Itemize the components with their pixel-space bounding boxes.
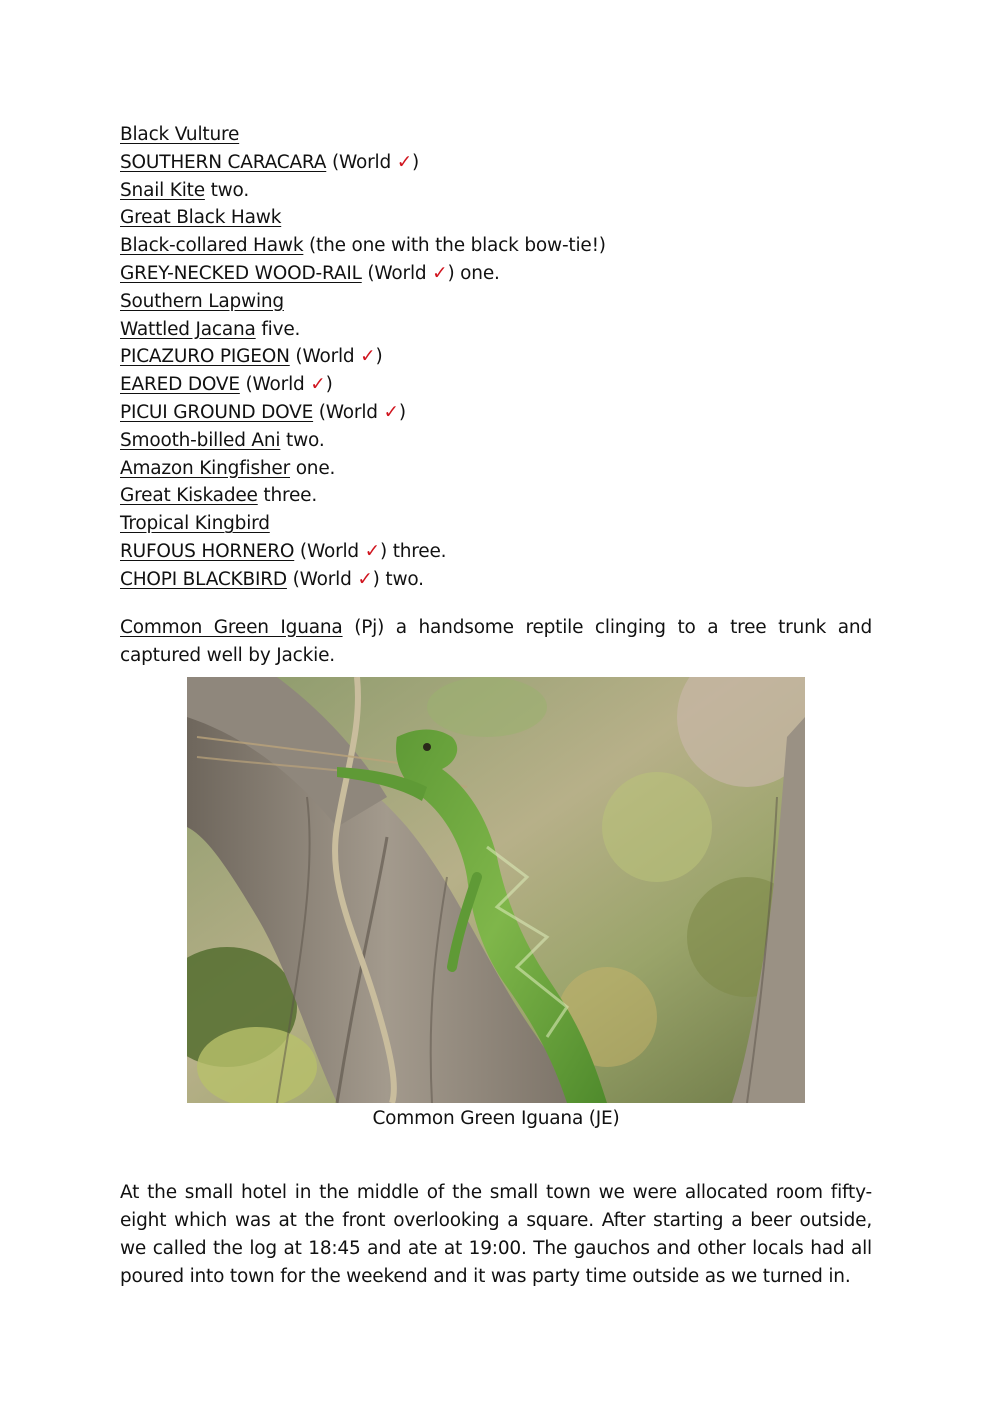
species-entry — [120, 538, 872, 566]
species-name: EARED DOVE — [120, 374, 240, 396]
species-name: SOUTHERN CARACARA — [120, 151, 327, 173]
species-note: three. — [263, 485, 318, 507]
species-name: Black-collared Hawk — [120, 235, 304, 257]
species-entry — [120, 288, 872, 316]
species-name: Southern Lapwing — [120, 290, 284, 312]
tick-icon: ✓ — [432, 262, 448, 284]
species-name: Black Vulture — [120, 124, 240, 145]
world-close: ) — [325, 374, 333, 396]
species-entry — [120, 427, 872, 455]
species-name: Great Black Hawk — [120, 207, 282, 229]
species-name: Snail Kite — [120, 179, 205, 201]
world-label: (World — [292, 568, 352, 590]
tick-icon: ✓ — [360, 346, 376, 368]
species-entry — [120, 204, 872, 232]
species-note: three. — [392, 540, 447, 562]
species-note: one. — [295, 457, 336, 479]
species-name: GREY-NECKED WOOD-RAIL — [120, 262, 362, 284]
species-list — [120, 121, 872, 594]
species-name: Tropical Kingbird — [120, 513, 270, 535]
species-name: Amazon Kingfisher — [120, 457, 290, 479]
species-name: Wattled Jacana — [120, 318, 256, 340]
world-close: ) — [372, 568, 380, 590]
world-label: (World — [299, 540, 359, 562]
tick-icon: ✓ — [357, 568, 373, 590]
hotel-paragraph: At the small hotel in the middle of the small town we were allocated room fifty-eight which was at the front overlooking a square. After starting a beer outside, we called the log at 18:45 and ate at 19:00. The gauchos and other locals had all poured into town for the weekend and it was party time outside as we turned in. — [120, 1181, 872, 1287]
species-name: Smooth-billed Ani — [120, 429, 281, 451]
species-entry — [120, 371, 872, 399]
tick-icon: ✓ — [396, 151, 412, 173]
species-entry — [120, 316, 872, 344]
world-label: (World — [331, 151, 391, 173]
species-entry — [120, 121, 872, 149]
iguana-photo-illustration — [187, 677, 805, 1103]
tick-icon: ✓ — [310, 374, 326, 396]
species-entry — [120, 510, 872, 538]
species-entry — [120, 149, 872, 177]
species-entry — [120, 566, 872, 594]
world-label: (World — [318, 401, 378, 423]
iguana-species-name: Common Green Iguana — [120, 616, 343, 638]
species-note: two. — [286, 429, 325, 451]
tick-icon: ✓ — [383, 401, 399, 423]
species-entry — [120, 343, 872, 371]
world-label: (World — [295, 346, 355, 368]
species-entry — [120, 399, 872, 427]
iguana-photo — [187, 677, 805, 1103]
species-entry — [120, 232, 872, 260]
species-note: one. — [460, 262, 500, 284]
world-close: ) — [412, 151, 420, 173]
iguana-paragraph — [120, 614, 872, 670]
species-note: (the one with the black bow-tie!) — [309, 235, 606, 257]
species-entry — [120, 260, 872, 288]
iguana-description: (Pj) a handsome reptile clinging to a tree trunk and captured well by Jackie. — [120, 616, 872, 666]
world-close: ) — [375, 346, 383, 368]
world-close: ) — [447, 262, 455, 284]
world-label: (World — [245, 374, 305, 396]
species-note: two. — [385, 568, 424, 590]
world-close: ) — [398, 401, 406, 423]
species-entry — [120, 177, 872, 205]
species-name: RUFOUS HORNERO — [120, 540, 295, 562]
world-label: (World — [367, 262, 427, 284]
species-name: CHOPI BLACKBIRD — [120, 568, 287, 590]
species-name: Great Kiskadee — [120, 485, 258, 507]
species-name: PICAZURO PIGEON — [120, 346, 290, 368]
species-note: five. — [261, 318, 301, 340]
tick-icon: ✓ — [364, 540, 380, 562]
species-entry — [120, 482, 872, 510]
species-note: two. — [210, 179, 250, 201]
photo-caption: Common Green Iguana (JE) — [372, 1108, 620, 1129]
world-close: ) — [379, 540, 387, 562]
species-name: PICUI GROUND DOVE — [120, 401, 314, 423]
species-entry — [120, 455, 872, 483]
